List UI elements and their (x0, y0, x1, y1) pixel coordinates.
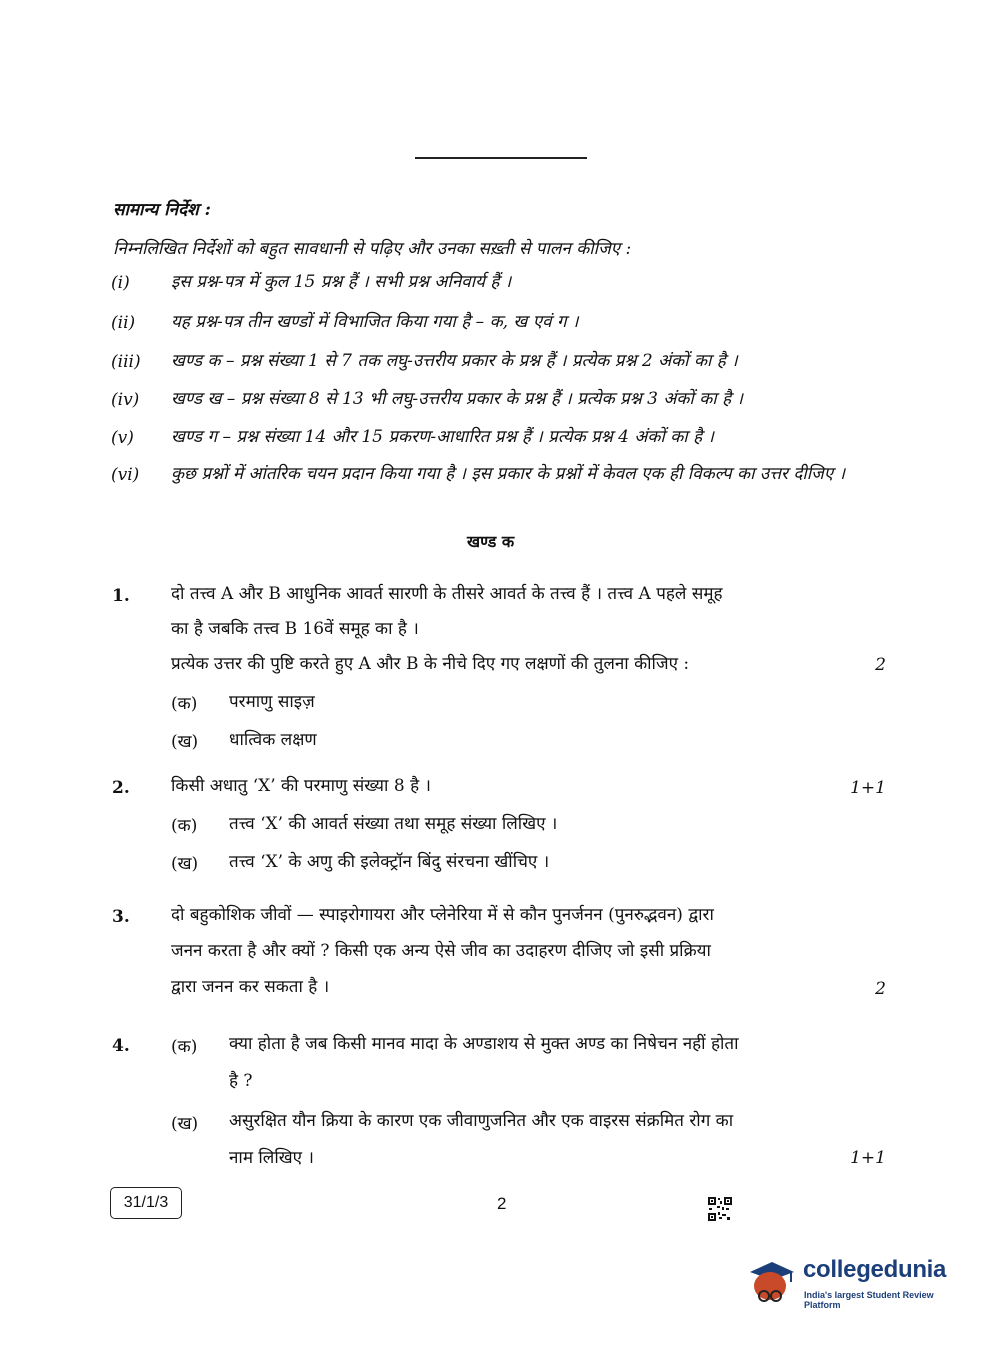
sub-part-text: क्या होता है जब किसी मानव मादा के अण्डाशय से मुक्त अण्ड का निषेचन नहीं होता (229, 1034, 739, 1054)
instruction-number: (vi) (111, 465, 140, 485)
question-text: जनन करता है और क्यों ? किसी एक अन्य ऐसे जीव का उदाहरण दीजिए जो इसी प्रक्रिया (171, 941, 711, 961)
instruction-number: (iii) (111, 352, 141, 372)
sub-part-text: धात्विक लक्षण (229, 730, 317, 750)
sub-part-text: परमाणु साइज़ (229, 692, 315, 712)
sub-part-text: असुरक्षित यौन क्रिया के कारण एक जीवाणुजनित और एक वाइरस संक्रमित रोग का (229, 1111, 734, 1131)
marks: 2 (875, 979, 886, 999)
instruction-number: (i) (111, 273, 130, 293)
instructions-intro: निम्नलिखित निर्देशों को बहुत सावधानी से पढ़िए और उनका सख़्ती से पालन कीजिए : (113, 239, 632, 259)
page-number: 2 (497, 1194, 507, 1213)
question-number: 4. (112, 1036, 130, 1056)
question-text: का है जबकि तत्त्व B 16वें समूह का है । (171, 619, 419, 639)
question-number: 2. (112, 778, 130, 798)
instructions-heading: सामान्य निर्देश : (113, 200, 211, 220)
sub-part-text: नाम लिखिए । (229, 1148, 314, 1168)
marks: 2 (875, 655, 886, 675)
marks: 1+1 (850, 778, 886, 798)
paper-code: 31/1/3 (110, 1187, 182, 1219)
sub-part-label: (क) (171, 694, 198, 714)
top-divider (415, 157, 587, 159)
question-text: दो तत्त्व A और B आधुनिक आवर्त सारणी के तीसरे आवर्त के तत्त्व हैं । तत्त्व A पहले समूह (171, 584, 723, 604)
instruction-text: इस प्रश्न-पत्र में कुल 15 प्रश्न हैं । सभी प्रश्न अनिवार्य हैं । (171, 272, 512, 292)
student-mascot-icon (742, 1250, 800, 1310)
logo-tagline: India's largest Student Review Platform (804, 1290, 934, 1310)
question-text: किसी अधातु ‘X’ की परमाणु संख्या 8 है । (171, 776, 431, 796)
logo-text: collegedunia (803, 1256, 947, 1283)
question-text: प्रत्येक उत्तर की पुष्टि करते हुए A और B के नीचे दिए गए लक्षणों की तुलना कीजिए : (171, 654, 690, 674)
question-text: दो बहुकोशिक जीवों — स्पाइरोगायरा और प्लेनेरिया में से कौन पुनर्जनन (पुनरुद्भवन) द्वारा (171, 905, 714, 925)
question-number: 3. (112, 907, 130, 927)
qr-code-icon (708, 1197, 732, 1221)
sub-part-text: है ? (229, 1071, 253, 1091)
sub-part-label: (क) (171, 1037, 198, 1057)
instruction-text: खण्ड ग – प्रश्न संख्या 14 और 15 प्रकरण-आधारित प्रश्न हैं । प्रत्येक प्रश्न 4 अंकों का है । (171, 427, 714, 447)
question-text: द्वारा जनन कर सकता है । (171, 977, 330, 997)
instruction-text: कुछ प्रश्नों में आंतरिक चयन प्रदान किया गया है । इस प्रकार के प्रश्नों में केवल एक ही विकल्प का उत्तर दीजिए । (171, 464, 846, 484)
instruction-text: खण्ड ख – प्रश्न संख्या 8 से 13 भी लघु-उत्तरीय प्रकार के प्रश्न हैं । प्रत्येक प्रश्न 3 अंकों का है । (171, 389, 743, 409)
instruction-number: (ii) (111, 313, 136, 333)
sub-part-label: (ख) (171, 1114, 199, 1134)
sub-part-label: (ख) (171, 854, 199, 874)
instruction-number: (iv) (111, 390, 140, 410)
instruction-text: खण्ड क – प्रश्न संख्या 1 से 7 तक लघु-उत्तरीय प्रकार के प्रश्न हैं । प्रत्येक प्रश्न 2 अंकों का है । (171, 351, 738, 371)
collegedunia-logo[interactable] (740, 1250, 970, 1310)
instruction-number: (v) (111, 428, 134, 448)
sub-part-label: (ख) (171, 732, 199, 752)
sub-part-text: तत्त्व ‘X’ की आवर्त संख्या तथा समूह संख्या लिखिए । (229, 814, 558, 834)
section-title: खण्ड क (467, 532, 515, 551)
question-number: 1. (112, 586, 130, 606)
sub-part-label: (क) (171, 816, 198, 836)
marks: 1+1 (850, 1148, 886, 1168)
sub-part-text: तत्त्व ‘X’ के अणु की इलेक्ट्रॉन बिंदु संरचना खींचिए । (229, 852, 550, 872)
instruction-text: यह प्रश्न-पत्र तीन खण्डों में विभाजित किया गया है – क, ख एवं ग । (171, 312, 579, 332)
